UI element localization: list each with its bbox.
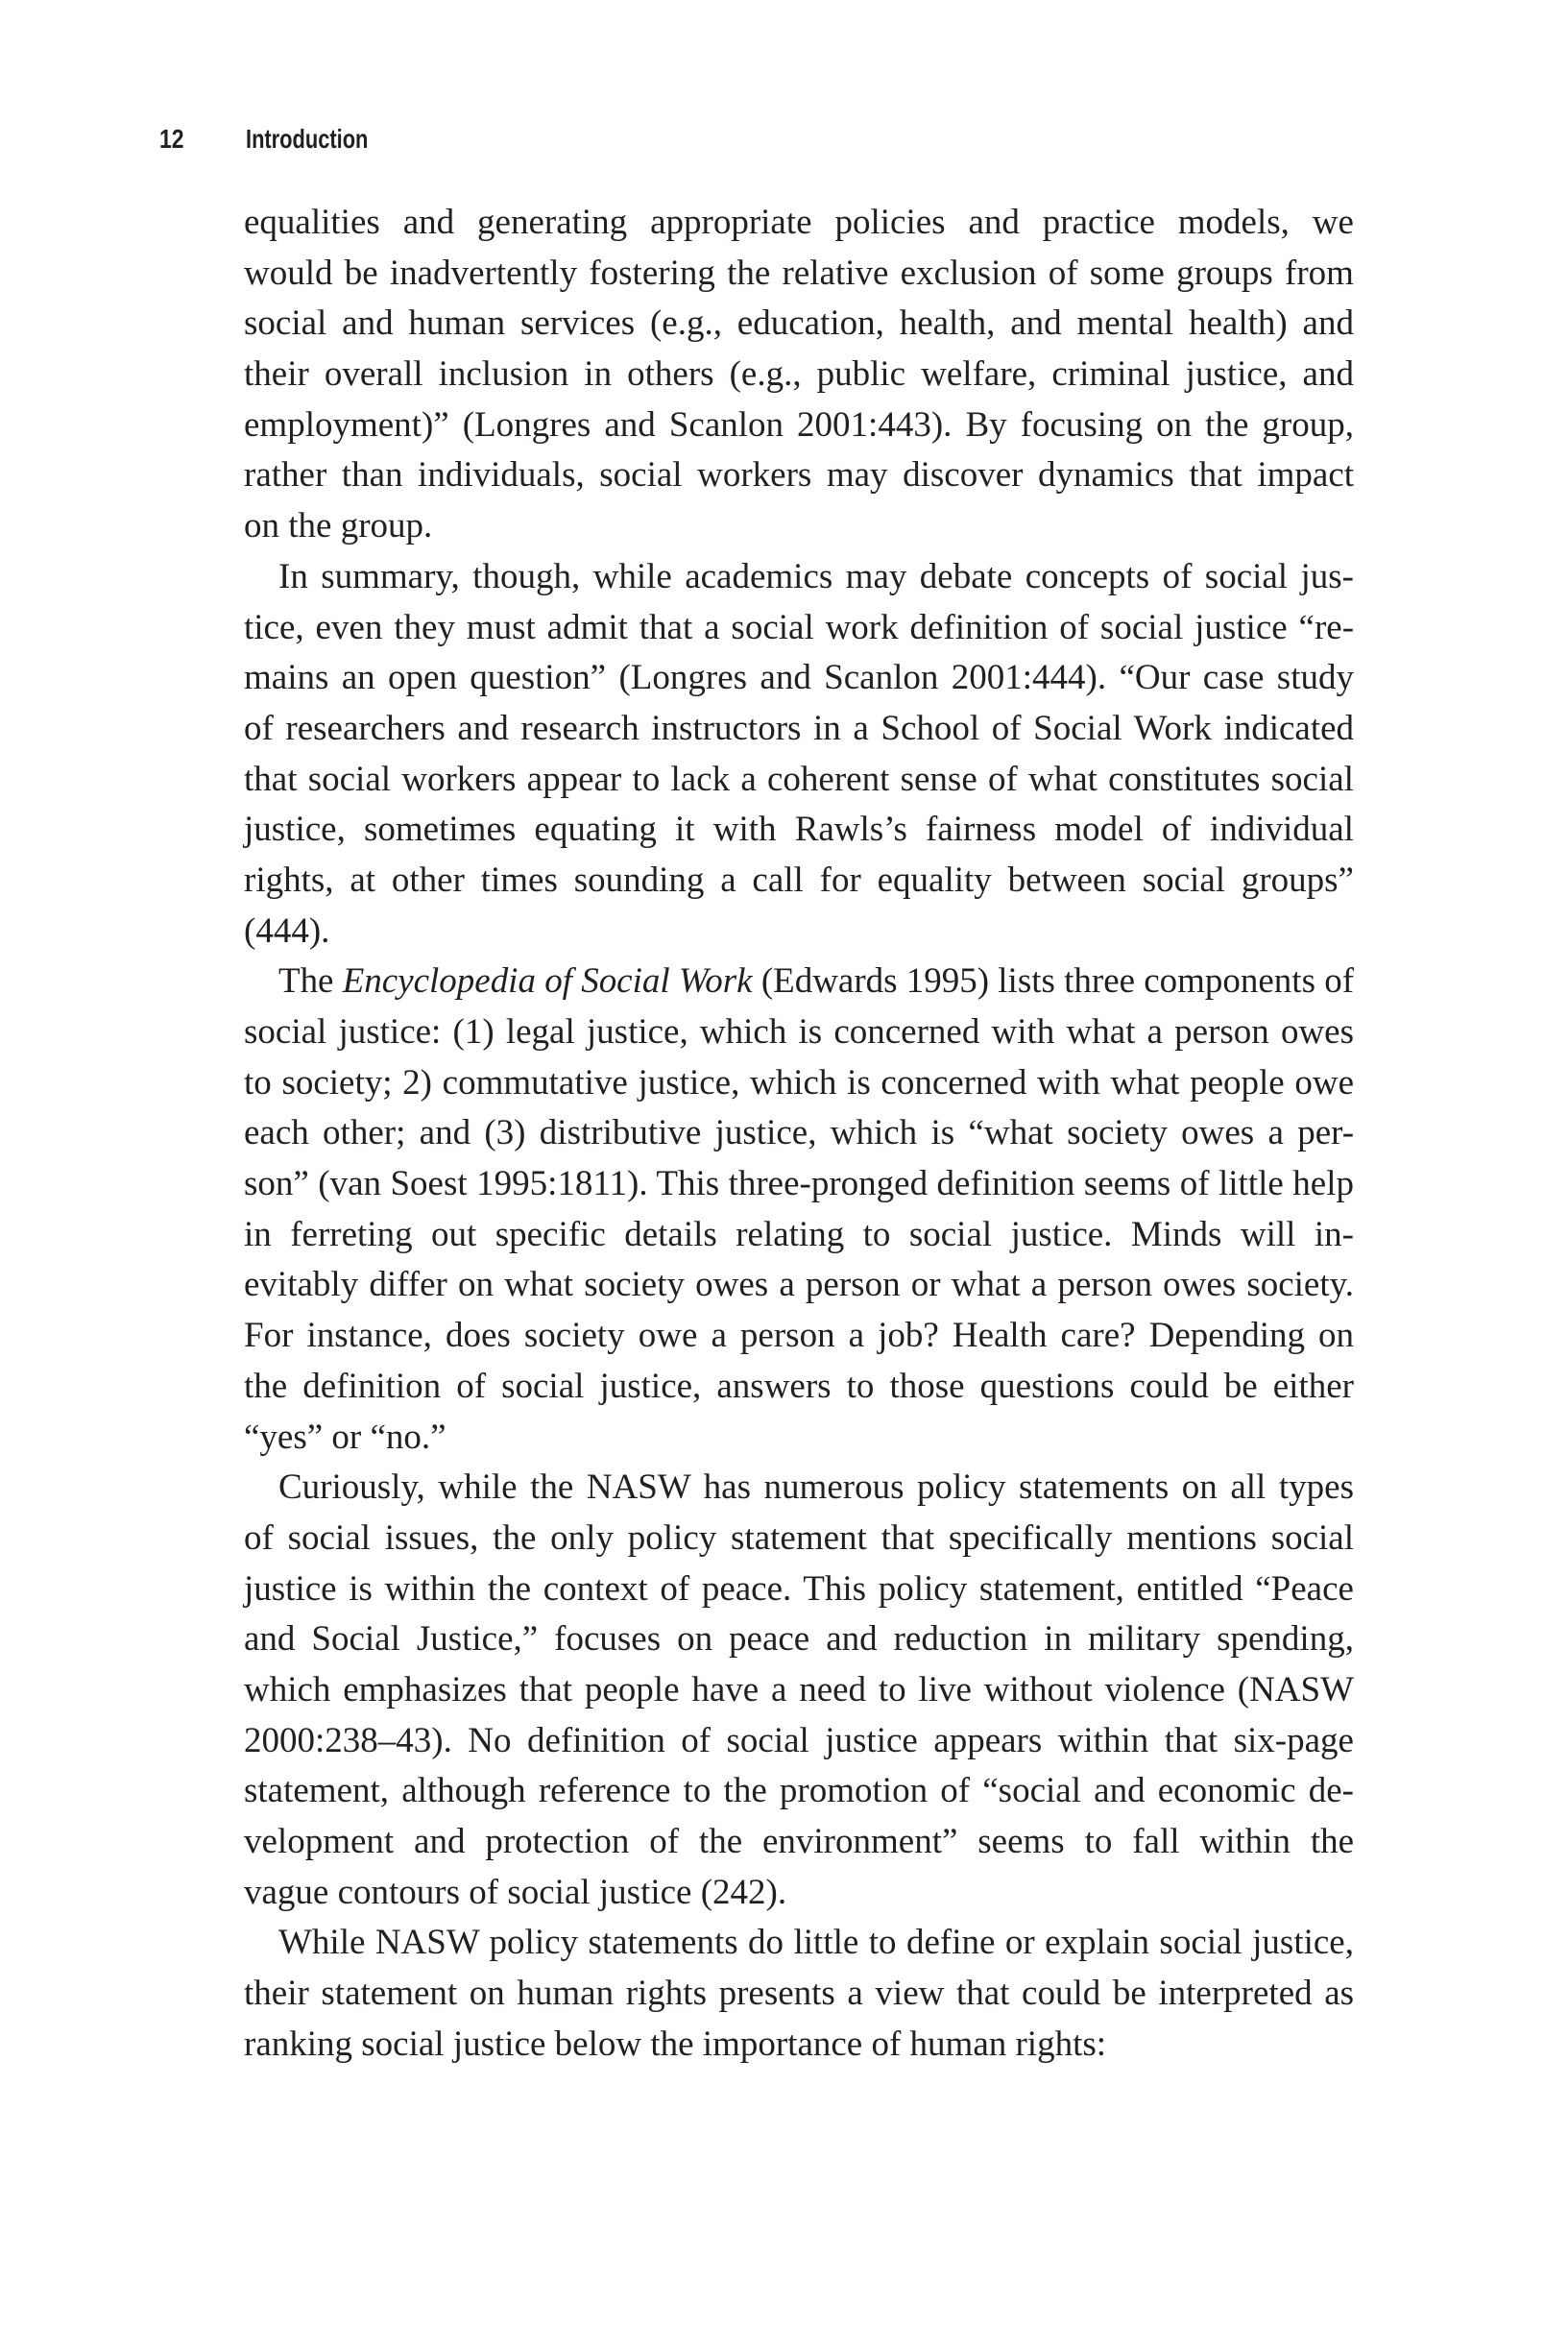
text-line: equalities and generating appropriate policies and practice models, we	[244, 203, 1354, 242]
text-line: velopment and protection of the environment” seems to fall within the	[244, 1822, 1355, 1861]
section-title: Introduction	[246, 124, 369, 154]
text-line: on the group.	[244, 506, 433, 546]
text-line: (444).	[244, 910, 330, 951]
body-text	[244, 198, 1354, 2070]
text-line: vague contours of social justice (242).	[244, 1872, 787, 1912]
text-line: their overall inclusion in others (e.g., public welfare, criminal justice, and	[244, 354, 1354, 395]
page-number: 12	[159, 124, 184, 154]
text-line: each other; and (3) distributive justice, which is “what society owes a per-	[244, 1113, 1355, 1153]
text-line: statement, although reference to the promotion of “social and economic de-	[244, 1771, 1354, 1811]
text-line: For instance, does society owe a person a job? Health care? Depending on	[244, 1316, 1355, 1356]
paragraph	[244, 1463, 1354, 1918]
text-line: their statement on human rights presents a view that could be interpreted as	[244, 1974, 1355, 2014]
text-line: in ferreting out specific details relating to social justice. Minds will in-	[244, 1214, 1354, 1254]
text-line: of social issues, the only policy statement that specifically mentions social	[244, 1517, 1354, 1558]
text-line: social justice: (1) legal justice, which is concerned with what a person owes	[244, 1012, 1355, 1052]
text-line: “yes” or “no.”	[244, 1417, 446, 1457]
text-line: tice, even they must admit that a social work definition of social justice “re-	[244, 607, 1355, 647]
text-line: and Social Justice,” focuses on peace and reduction in military spending,	[244, 1619, 1354, 1660]
paragraph	[244, 1918, 1354, 2070]
book-title: Encyclopedia of Social Work	[342, 961, 753, 1002]
text-line: ranking social justice below the importance of human rights:	[244, 2024, 1107, 2064]
text-line: son” (van Soest 1995:1811). This three-pronged definition seems of little help	[244, 1164, 1354, 1204]
text-line: evitably differ on what society owes a person or what a person owes society.	[244, 1265, 1354, 1305]
text-run: The	[277, 961, 343, 1002]
text-line: justice is within the context of peace. This policy statement, entitled “Peace	[244, 1568, 1354, 1609]
paragraph	[244, 552, 1354, 958]
text-line: the definition of social justice, answers to those questions could be either	[244, 1366, 1354, 1406]
text-line: social and human services (e.g., education, health, and mental health) and	[244, 303, 1354, 344]
paragraph	[244, 957, 1354, 1463]
text-line: In summary, though, while academics may debate concepts of social jus-	[278, 556, 1354, 596]
text-run: (Edwards 1995) lists three components of	[752, 961, 1355, 1002]
text-line: rights, at other times sounding a call for equality between social groups”	[244, 860, 1354, 900]
text-line: Curiously, while the NASW has numerous policy statements on all types	[278, 1467, 1354, 1508]
text-line: employment)” (Longres and Scanlon 2001:443). By focusing on the group,	[244, 404, 1354, 445]
text-line: While NASW policy statements do little to define or explain social justice,	[278, 1923, 1354, 1963]
text-line: rather than individuals, social workers may discover dynamics that impact	[244, 455, 1355, 496]
text-line: to society; 2) commutative justice, which is concerned with what people owe	[244, 1062, 1355, 1103]
text-line: that social workers appear to lack a coherent sense of what constitutes social	[244, 759, 1354, 799]
text-line: which emphasizes that people have a need to live without violence (NASW	[244, 1669, 1355, 1709]
text-line	[244, 957, 1354, 1007]
text-line: justice, sometimes equating it with Rawls’s fairness model of individual	[244, 810, 1354, 850]
text-line: of researchers and research instructors in a School of Social Work indicated	[244, 708, 1355, 748]
text-line: mains an open question” (Longres and Scanlon 2001:444). “Our case study	[244, 658, 1354, 698]
text-line: 2000:238–43). No definition of social justice appears within that six-page	[244, 1720, 1354, 1760]
paragraph	[244, 198, 1354, 552]
text-line: would be inadvertently fostering the relative exclusion of some groups from	[244, 253, 1354, 293]
